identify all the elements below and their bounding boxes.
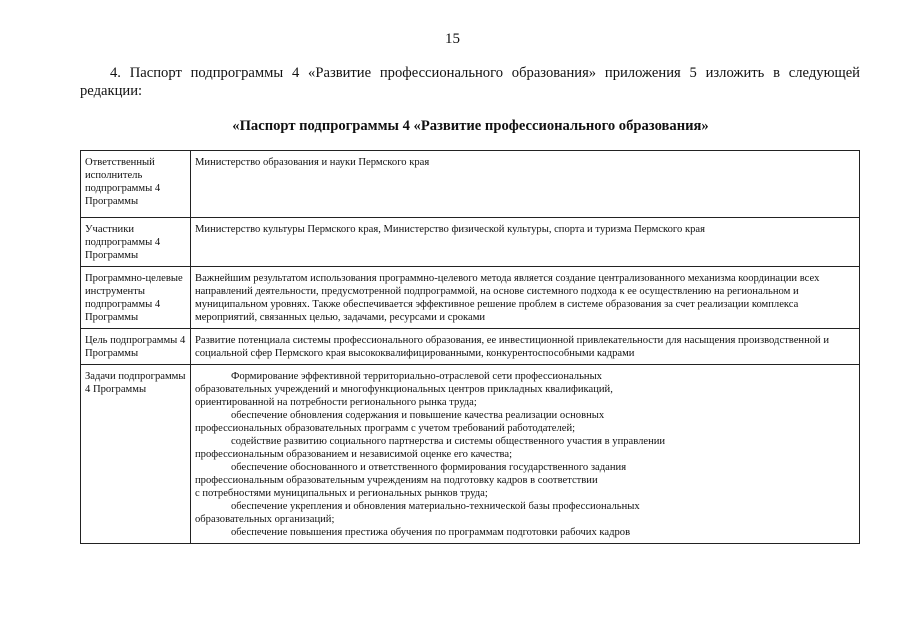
row-value-responsible: Министерство образования и науки Пермского края bbox=[191, 151, 860, 218]
table-row bbox=[81, 329, 860, 365]
task-line: с потребностями муниципальных и региональных рынков труда; bbox=[195, 488, 488, 499]
task-line: обеспечение повышения престижа обучения по программам подготовки рабочих кадров bbox=[231, 527, 631, 538]
row-label-tools: Программно-целевые инструменты подпрограммы 4 Программы bbox=[81, 267, 191, 329]
passport-table bbox=[80, 150, 860, 544]
section-heading: «Паспорт подпрограммы 4 «Развитие профессионального образования» bbox=[232, 118, 709, 134]
table-row bbox=[81, 151, 860, 218]
row-label-participants: Участники подпрограммы 4 Программы bbox=[81, 218, 191, 267]
task-line: обеспечение укрепления и обновления материально-технической базы профессиональных bbox=[231, 501, 640, 512]
intro-paragraph bbox=[80, 64, 860, 100]
page-number: 15 bbox=[445, 31, 460, 47]
row-value-tools: Важнейшим результатом использования программно-целевого метода является создание централизованного механизма координации всех направлений деятельности, предусмотренной подпрограммой, на основе системного подхода к ее осуществлению на региональном и муниципальном уровнях. Также обеспечивается эффективное решение проблем в системе образования за счет реализации комплекса мероприятий, связанных целью, задачами, ресурсами и сроками bbox=[191, 267, 860, 329]
row-value-tasks bbox=[191, 365, 860, 544]
task-line: Формирование эффективной территориально-отраслевой сети профессиональных bbox=[231, 371, 602, 382]
row-label-goal: Цель подпрограммы 4 Программы bbox=[81, 329, 191, 365]
task-line: ориентированной на потребности регионального рынка труда; bbox=[195, 397, 477, 408]
row-label-tasks: Задачи подпрограммы 4 Программы bbox=[81, 365, 191, 544]
row-value-goal: Развитие потенциала системы профессионального образования, ее инвестиционной привлекательности для насыщения производственной и социальной сфер Пермского края высококвалифицированными, конкурентоспособными кадрами bbox=[191, 329, 860, 365]
table-row bbox=[81, 218, 860, 267]
task-line: обеспечение обновления содержания и повышение качества реализации основных bbox=[231, 410, 605, 421]
task-line: содействие развитию социального партнерства и системы общественного участия в управлении bbox=[231, 436, 666, 447]
task-line: профессиональным образованием и независимой оценке его качества; bbox=[195, 449, 513, 460]
task-line: образовательных учреждений и многофункциональных центров прикладных квалификаций, bbox=[195, 384, 613, 395]
row-value-participants: Министерство культуры Пермского края, Министерство физической культуры, спорта и туризма Пермского края bbox=[191, 218, 860, 267]
table-row bbox=[81, 267, 860, 329]
task-line: профессиональных образовательных программ с учетом требований работодателей; bbox=[195, 423, 576, 434]
row-label-responsible: Ответственный исполнитель подпрограммы 4 Программы bbox=[81, 151, 191, 218]
intro-text: 4. Паспорт подпрограммы 4 «Развитие профессионального образования» приложения 5 изложить в следующей редакции: bbox=[80, 65, 860, 99]
task-line: обеспечение обоснованного и ответственного формирования государственного задания bbox=[231, 462, 627, 473]
task-line: профессиональным образовательным учреждениям на подготовку кадров в соответствии bbox=[195, 475, 598, 486]
task-line: образовательных организаций; bbox=[195, 514, 335, 525]
table-row bbox=[81, 365, 860, 544]
